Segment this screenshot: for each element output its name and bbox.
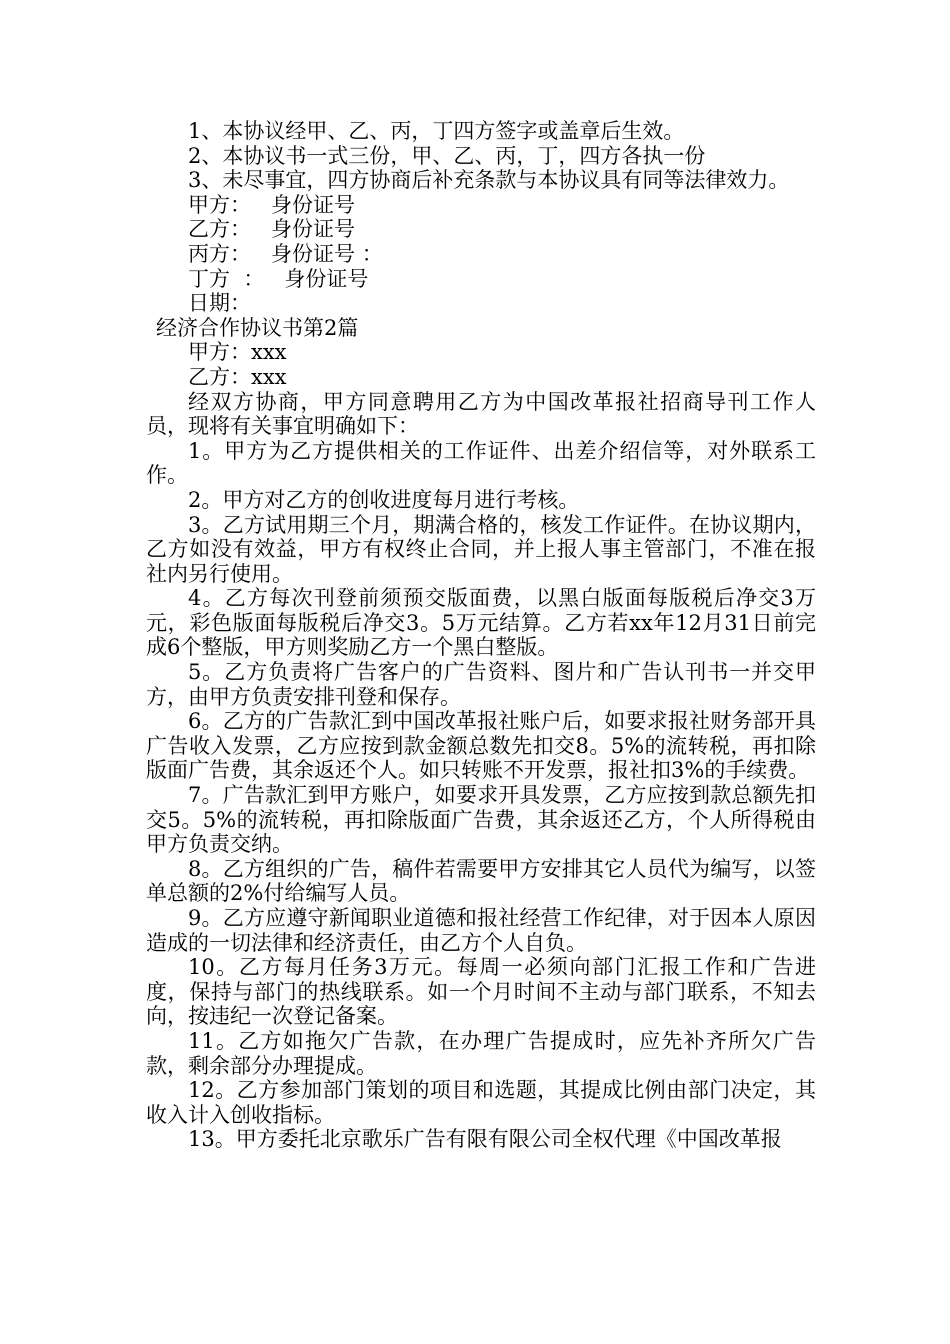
clause-effective: 1、本协议经甲、乙、丙，丁四方签字或盖章后生效。 bbox=[188, 119, 685, 143]
signature-party-c: 丙方： 身份证号 ： bbox=[188, 241, 383, 266]
party-a-line: 甲方：xxx bbox=[188, 340, 287, 365]
clause-supplement: 3、未尽事宜，四方协商后补充条款与本协议具有同等法律效力。 bbox=[188, 168, 790, 193]
item-4: 4。乙方每次刊登前须预交版面费，以黑白版面每版税后净交3万元，彩色版面每版税后净交3。5万元结算。乙方若xx年12月31日前完成6个整版，甲方则奖励乙方一个黑白整版。 bbox=[146, 586, 816, 660]
item-9: 9。乙方应遵守新闻职业道德和报社经营工作纪律，对于因本人原因造成的一切法律和经济责任，由乙方个人自负。 bbox=[146, 906, 816, 955]
section-title: 经济合作协议书第2篇 bbox=[156, 315, 359, 340]
intro-paragraph: 经双方协商，甲方同意聘用乙方为中国改革报社招商导刊工作人员，现将有关事宜明确如下： bbox=[146, 389, 816, 439]
item-8: 8。乙方组织的广告，稿件若需要甲方安排其它人员代为编写，以签单总额的2%付给编写人员。 bbox=[146, 856, 816, 906]
party-b-line: 乙方：xxx bbox=[188, 364, 287, 389]
item-6: 6。乙方的广告款汇到中国改革报社账户后，如要求报社财务部开具广告收入发票，乙方应按到款金额总数先扣交8。5%的流转税，再扣除版面广告费，其余返还个人。如只转账不开发票，报社扣3%的手续费。 bbox=[146, 709, 816, 783]
item-10: 10。乙方每月任务3万元。每周一必须向部门汇报工作和广告进度，保持与部门的热线联系。如一个月时间不主动与部门联系，不知去向，按违纪一次登记备案。 bbox=[146, 955, 816, 1029]
signature-date: 日期： bbox=[188, 291, 251, 316]
signature-party-d: 丁方 ： 身份证号 bbox=[188, 266, 369, 291]
document-page bbox=[146, 119, 816, 1152]
item-5: 5。乙方负责将广告客户的广告资料、图片和广告认刊书一并交甲方，由甲方负责安排刊登和保存。 bbox=[146, 660, 816, 709]
item-7: 7。广告款汇到甲方账户，如要求开具发票，乙方应按到款总额先扣交5。5%的流转税，再扣除版面广告费，其余返还乙方，个人所得税由甲方负责交纳。 bbox=[146, 783, 816, 857]
item-3: 3。乙方试用期三个月，期满合格的，核发工作证件。在协议期内，乙方如没有效益，甲方有权终止合同，并上报人事主管部门，不准在报社内另行使用。 bbox=[146, 512, 816, 586]
signature-party-a: 甲方： 身份证号 bbox=[188, 192, 356, 217]
item-13: 13。甲方委托北京歌乐广告有限有限公司全权代理《中国改革报 bbox=[188, 1127, 782, 1152]
signature-party-b: 乙方： 身份证号 bbox=[188, 217, 356, 242]
item-12: 12。乙方参加部门策划的项目和选题，其提成比例由部门决定，其收入计入创收指标。 bbox=[146, 1078, 816, 1127]
item-1: 1。甲方为乙方提供相关的工作证件、出差介绍信等，对外联系工作。 bbox=[146, 438, 816, 488]
item-11: 11。乙方如拖欠广告款，在办理广告提成时，应先补齐所欠广告款，剩余部分办理提成。 bbox=[146, 1028, 816, 1078]
item-2: 2。甲方对乙方的创收进度每月进行考核。 bbox=[188, 487, 580, 512]
clause-copies: 2、本协议书一式三份，甲、乙、丙，丁，四方各执一份 bbox=[188, 143, 706, 168]
